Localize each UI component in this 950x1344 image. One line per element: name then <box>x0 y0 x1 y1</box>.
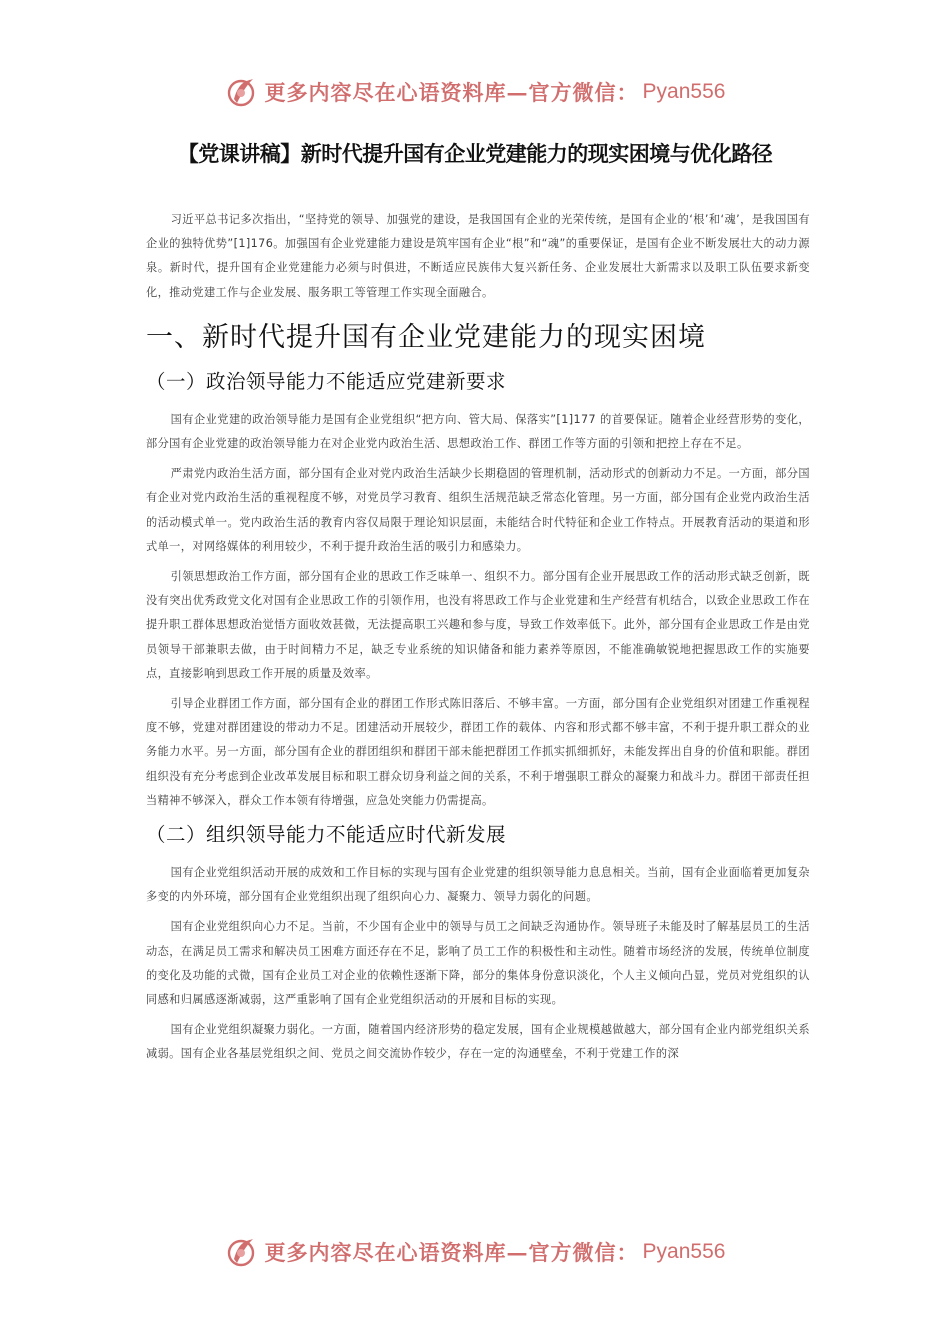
ribbon-logo-icon <box>225 1235 259 1269</box>
ribbon-logo-icon <box>225 75 259 109</box>
intro-paragraph: 习近平总书记多次指出，“坚持党的领导、加强党的建设，是我国国有企业的光荣传统，是国有企业的‘根’和‘魂’，是我国国有企业的独特优势”[1]176。加强国有企业党建能力建设是筑牢国有企业“根”和“魂”的重要保证，是国有企业不断发展壮大的动力源泉。新时代，提升国有企业党建能力必须与时俱进，不断适应民族伟大复兴新任务、企业发展壮大新需求以及职工队伍要求新变化，推动党建工作与企业发展、服务职工等管理工作实现全面融合。 <box>146 213 810 299</box>
section-heading-1: 一、新时代提升国有企业党建能力的现实困境 <box>146 321 706 353</box>
footer-banner <box>0 1232 950 1272</box>
banner-wechat-id: Pyan556 <box>642 1240 726 1263</box>
banner-wechat-id: Pyan556 <box>642 80 726 103</box>
subsection-heading-1: （一）政治领导能力不能适应党建新要求 <box>146 369 507 393</box>
paragraph: 严肃党内政治生活方面，部分国有企业对党内政治生活缺少长期稳固的管理机制，活动形式的创新动力不足。一方面，部分国有企业对党内政治生活的重视程度不够，对党员学习教育、组织生活规范缺乏常态化管理。另一方面，部分国有企业党内政治生活的活动模式单一。党内政治生活的教育内容仅局限于理论知识层面，未能结合时代特征和企业工作特点。开展教育活动的渠道和形式单一，对网络媒体的利用较少，不利于提升政治生活的吸引力和感染力。 <box>146 467 810 553</box>
banner-text: 更多内容尽在心语资料库—官方微信： <box>264 1240 639 1265</box>
document-body <box>146 208 810 1073</box>
paragraph: 引领思想政治工作方面，部分国有企业的思政工作乏味单一、组织不力。部分国有企业开展思政工作的活动形式缺乏创新，既没有突出优秀政党文化对国有企业思政工作的引领作用，也没有将思政工作与企业党建和生产经营有机结合，以致企业思政工作在提升职工群体思想政治觉悟方面收效甚微，无法提高职工兴趣和参与度，导致工作效率低下。此外，部分国有企业思政工作是由党员领导干部兼职去做，由于时间精力不足，缺乏专业系统的知识储备和能力素养等原因，不能准确敏锐地把握思政工作的实施要点，直接影响到思政工作开展的质量及效率。 <box>146 570 810 680</box>
paragraph: 国有企业党组织凝聚力弱化。一方面，随着国内经济形势的稳定发展，国有企业规模越做越大，部分国有企业内部党组织关系减弱。国有企业各基层党组织之间、党员之间交流协作较少，存在一定的沟通壁垒，不利于党建工作的深 <box>146 1023 810 1061</box>
paragraph: 国有企业党建的政治领导能力是国有企业党组织“把方向、管大局、保落实”[1]177 的首要保证。随着企业经营形势的变化，部分国有企业党建的政治领导能力在对企业党内政治生活、思想政治工作、群团工作等方面的引领和把控上存在不足。 <box>146 412 810 451</box>
header-banner <box>0 72 950 112</box>
banner-text: 更多内容尽在心语资料库—官方微信： <box>264 80 639 105</box>
paragraph: 国有企业党组织向心力不足。当前，不少国有企业中的领导与员工之间缺乏沟通协作。领导班子未能及时了解基层员工的生活动态，在满足员工需求和解决员工困难方面还存在不足，影响了员工工作的积极性和主动性。随着市场经济的发展，传统单位制度的变化及功能的式微，国有企业员工对企业的依赖性逐渐下降，部分的集体身份意识淡化，个人主义倾向凸显，党员对党组织的认同感和归属感逐渐减弱，这严重影响了国有企业党组织活动的开展和目标的实现。 <box>146 920 810 1007</box>
paragraph: 国有企业党组织活动开展的成效和工作目标的实现与国有企业党建的组织领导能力息息相关。当前，国有企业面临着更加复杂多变的内外环境，部分国有企业党组织出现了组织向心力、凝聚力、领导力弱化的问题。 <box>146 866 810 904</box>
subsection-heading-2: （二）组织领导能力不能适应时代新发展 <box>146 823 507 847</box>
paragraph: 引导企业群团工作方面，部分国有企业的群团工作形式陈旧落后、不够丰富。一方面，部分国有企业党组织对团建工作重视程度不够，党建对群团建设的带动力不足。团建活动开展较少，群团工作的载体、内容和形式都不够丰富，不利于提升职工群众的业务能力水平。另一方面，部分国有企业的群团组织和群团干部未能把群团工作抓实抓细抓好，未能发挥出自身的价值和职能。群团组织没有充分考虑到企业改革发展目标和职工群众切身利益之间的关系，不利于增强职工群众的凝聚力和战斗力。群团干部责任担当精神不够深入，群众工作本领有待增强，应急处突能力仍需提高。 <box>146 697 810 807</box>
document-title: 【党课讲稿】新时代提升国有企业党建能力的现实困境与优化路径 <box>177 142 773 166</box>
